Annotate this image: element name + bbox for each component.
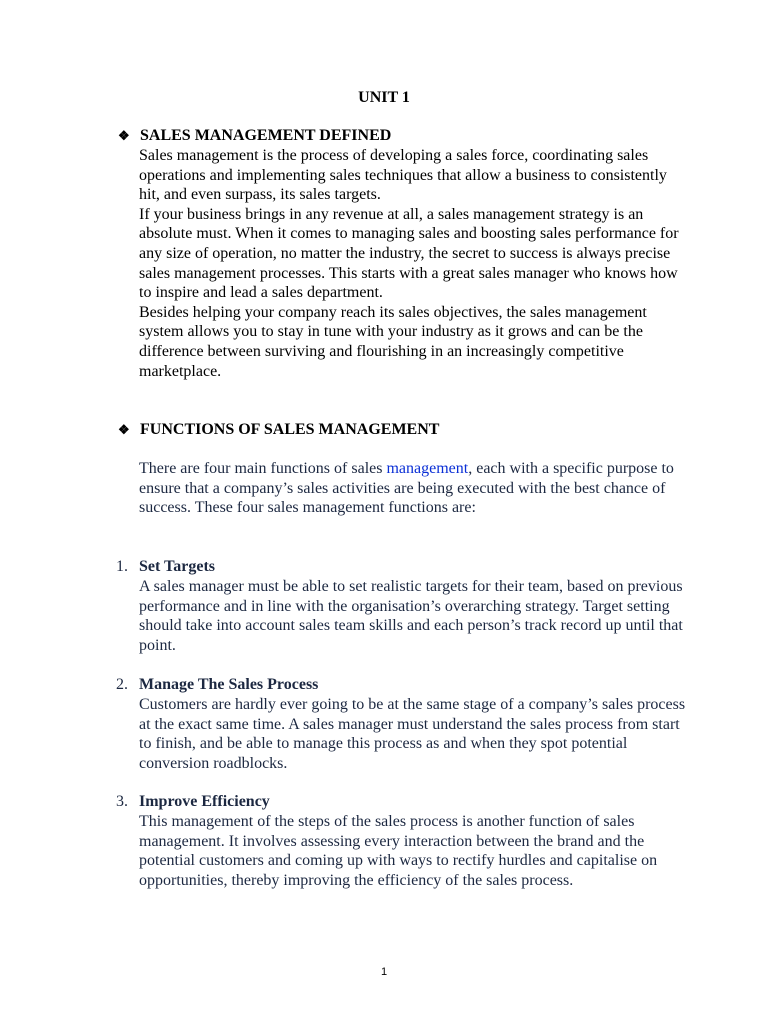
section-heading-text: FUNCTIONS OF SALES MANAGEMENT <box>140 421 440 438</box>
section-heading <box>118 420 688 440</box>
paragraph: Sales management is the process of developing a sales force, coordinating sales operations and implementing sales techniques that allow a business to consistently hit, and even surpass, its sales targets. <box>139 147 667 204</box>
function-title: Manage The Sales Process <box>139 676 319 693</box>
paragraph: If your business brings in any revenue at all, a sales management strategy is an absolute must. When it comes to managing sales and boosting sales performance for any size of operation, no matter the industry, the secret to success is always precise sales management processes. This starts with a great sales manager who knows how to inspire and lead a sales department. <box>139 205 679 302</box>
functions-intro-paragraph <box>139 459 688 518</box>
function-item-manage-sales-process <box>116 675 686 773</box>
paragraph: Besides helping your company reach its sales objectives, the sales management system allows you to stay in tune with your industry as it grows and can be the difference between surviving and flourishing in an increasingly competitive marketplace. <box>139 303 647 380</box>
unit-title: UNIT 1 <box>358 89 410 106</box>
diamond-bullet-icon: ❖ <box>118 422 130 437</box>
function-body: A sales manager must be able to set realistic targets for their team, based on previous performance and in line with the organisation’s overarching strategy. Target setting should take into account sales team skills and each person’s track record up until that point. <box>139 578 683 654</box>
intro-text-end: , each with a specific purpose to ensure that a company’s sales activities are being executed with the best chance of success. These four sales management functions are: <box>139 460 674 517</box>
function-body: This management of the steps of the sales process is another function of sales management. It involves assessing every interaction between the brand and the potential customers and coming up with ways to rectify hurdles and capitalise on opportunities, thereby improving the efficiency of the sales process. <box>139 813 658 889</box>
section-heading <box>118 126 688 146</box>
function-number: 1. <box>116 558 128 575</box>
section-functions-of-sales-management <box>118 420 688 518</box>
management-link[interactable]: management <box>386 460 469 477</box>
function-number: 2. <box>116 676 128 693</box>
function-number: 3. <box>116 793 128 810</box>
function-item-improve-efficiency <box>116 792 686 890</box>
function-title-row <box>116 557 686 577</box>
function-title: Set Targets <box>139 558 215 575</box>
function-title-row <box>116 792 686 812</box>
function-title: Improve Efficiency <box>139 793 270 810</box>
diamond-bullet-icon: ❖ <box>118 128 130 143</box>
function-title-row <box>116 675 686 695</box>
section-body <box>139 146 688 381</box>
function-item-set-targets <box>116 557 686 655</box>
function-body: Customers are hardly ever going to be at the same stage of a company’s sales process at the exact same time. A sales manager must understand the sales process from start to finish, and be able to manage this process as and when they spot potential conversion roadblocks. <box>139 696 686 772</box>
section-sales-management-defined <box>118 126 688 381</box>
page-number: 1 <box>380 966 388 978</box>
section-heading-text: SALES MANAGEMENT DEFINED <box>140 127 392 144</box>
intro-text-start: There are four main functions of sales <box>139 460 387 477</box>
